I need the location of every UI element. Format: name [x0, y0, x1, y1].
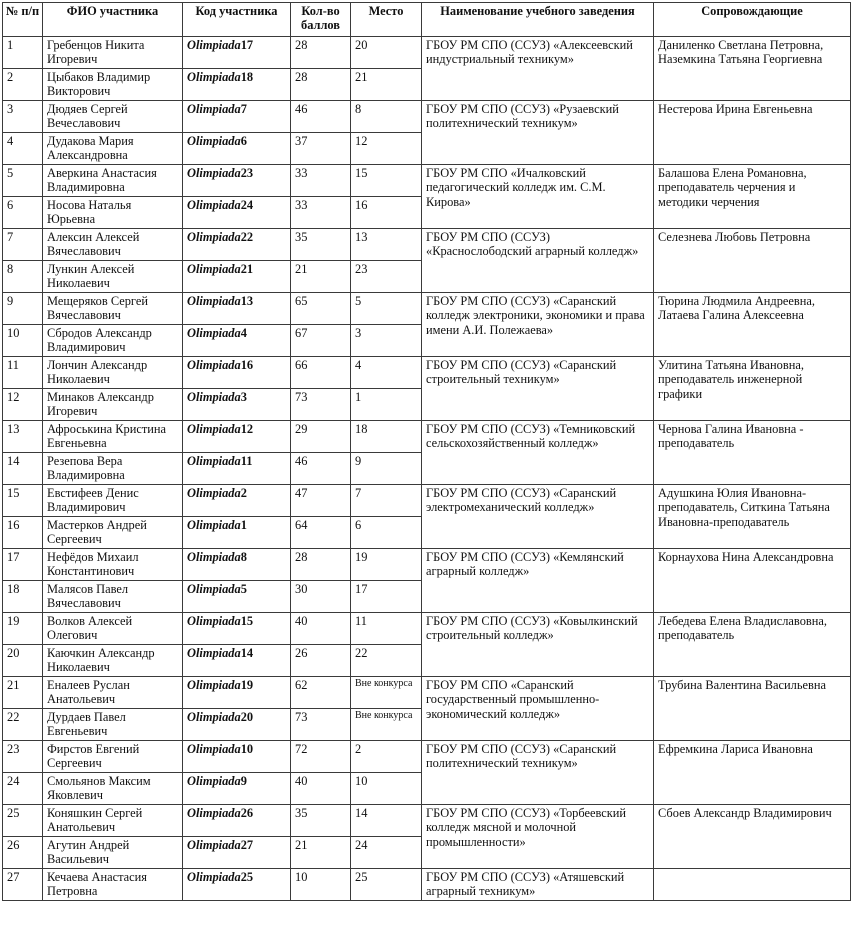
participant-code: [183, 229, 291, 261]
participant-code: [183, 37, 291, 69]
code-number: 20: [240, 710, 254, 724]
header-score: Кол-во баллов: [291, 3, 351, 37]
row-number: 6: [3, 197, 43, 229]
escort-cell: Даниленко Светлана Петровна, Наземкина Татьяна Георгиевна: [654, 37, 851, 101]
code-number: 10: [240, 742, 254, 756]
institution-cell: ГБОУ РМ СПО (ССУЗ) «Краснослободский аграрный колледж»: [422, 229, 654, 293]
participant-code: [183, 837, 291, 869]
escort-cell: Адушкина Юлия Ивановна-преподаватель, Ситкина Татьяна Ивановна-преподаватель: [654, 485, 851, 549]
participant-name: Аверкина Анастасия Владимировна: [43, 165, 183, 197]
participant-code: [183, 517, 291, 549]
place-cell: 15: [351, 165, 422, 197]
escort-cell: Улитина Татьяна Ивановна, преподаватель инженерной графики: [654, 357, 851, 421]
place-cell: 14: [351, 805, 422, 837]
place-cell: 17: [351, 581, 422, 613]
participant-code: [183, 805, 291, 837]
table-row: [3, 613, 851, 645]
code-number: 6: [240, 134, 247, 148]
code-number: 23: [240, 166, 254, 180]
code-number: 13: [240, 294, 254, 308]
row-number: 19: [3, 613, 43, 645]
row-number: 20: [3, 645, 43, 677]
code-number: 27: [240, 838, 254, 852]
code-prefix: Olimpiada: [187, 134, 241, 148]
code-prefix: Olimpiada: [187, 38, 241, 52]
code-prefix: Olimpiada: [187, 678, 241, 692]
score-cell: 28: [291, 549, 351, 581]
participant-code: [183, 293, 291, 325]
participant-code: [183, 133, 291, 165]
header-num: № п/п: [3, 3, 43, 37]
institution-cell: ГБОУ РМ СПО (ССУЗ) «Темниковский сельскохозяйственный колледж»: [422, 421, 654, 485]
table-row: [3, 37, 851, 69]
code-number: 25: [240, 870, 254, 884]
institution-cell: ГБОУ РМ СПО (ССУЗ) «Рузаевский политехнический техникум»: [422, 101, 654, 165]
institution-cell: ГБОУ РМ СПО (ССУЗ) «Торбеевский колледж мясной и молочной промышленности»: [422, 805, 654, 869]
code-prefix: Olimpiada: [187, 262, 241, 276]
participant-name: Агутин Андрей Васильевич: [43, 837, 183, 869]
code-number: 8: [240, 550, 247, 564]
code-number: 18: [240, 70, 254, 84]
row-number: 2: [3, 69, 43, 101]
header-institution: Наименование учебного заведения: [422, 3, 654, 37]
header-place: Место: [351, 3, 422, 37]
code-prefix: Olimpiada: [187, 390, 241, 404]
score-cell: 64: [291, 517, 351, 549]
table-row: [3, 869, 851, 901]
code-number: 11: [240, 454, 253, 468]
participant-code: [183, 709, 291, 741]
score-cell: 65: [291, 293, 351, 325]
participant-name: Гребенцов Никита Игоревич: [43, 37, 183, 69]
row-number: 11: [3, 357, 43, 389]
participant-code: [183, 101, 291, 133]
table-row: [3, 677, 851, 709]
place-cell: 22: [351, 645, 422, 677]
score-cell: 46: [291, 453, 351, 485]
row-number: 15: [3, 485, 43, 517]
participant-name: Афроськина Кристина Евгеньевна: [43, 421, 183, 453]
participant-code: [183, 389, 291, 421]
participant-name: Алексин Алексей Вячеславович: [43, 229, 183, 261]
participant-name: Сбродов Александр Владимирович: [43, 325, 183, 357]
table-row: [3, 485, 851, 517]
code-number: 17: [240, 38, 254, 52]
escort-cell: Нестерова Ирина Евгеньевна: [654, 101, 851, 165]
institution-cell: ГБОУ РМ СПО (ССУЗ) «Ковылкинский строительный колледж»: [422, 613, 654, 677]
participant-code: [183, 421, 291, 453]
participant-code: [183, 869, 291, 901]
participant-name: Коняшкин Сергей Анатольевич: [43, 805, 183, 837]
row-number: 7: [3, 229, 43, 261]
code-prefix: Olimpiada: [187, 230, 241, 244]
table-row: [3, 741, 851, 773]
table-body: [3, 37, 851, 901]
score-cell: 33: [291, 165, 351, 197]
code-prefix: Olimpiada: [187, 742, 241, 756]
place-cell: 12: [351, 133, 422, 165]
code-number: 5: [240, 582, 247, 596]
participant-name: Мастерков Андрей Сергеевич: [43, 517, 183, 549]
table-row: [3, 229, 851, 261]
row-number: 21: [3, 677, 43, 709]
code-number: 9: [240, 774, 247, 788]
code-prefix: Olimpiada: [187, 582, 241, 596]
score-cell: 29: [291, 421, 351, 453]
place-cell: 4: [351, 357, 422, 389]
place-cell: 20: [351, 37, 422, 69]
results-table: [2, 2, 851, 901]
participant-code: [183, 197, 291, 229]
table-row: [3, 805, 851, 837]
row-number: 14: [3, 453, 43, 485]
header-row: [3, 3, 851, 37]
code-prefix: Olimpiada: [187, 454, 241, 468]
escort-cell: Трубина Валентина Васильевна: [654, 677, 851, 741]
code-number: 19: [240, 678, 254, 692]
code-prefix: Olimpiada: [187, 486, 241, 500]
row-number: 13: [3, 421, 43, 453]
place-cell: 1: [351, 389, 422, 421]
institution-cell: ГБОУ РМ СПО (ССУЗ) «Алексеевский индустриальный техникум»: [422, 37, 654, 101]
participant-code: [183, 261, 291, 293]
score-cell: 35: [291, 229, 351, 261]
score-cell: 40: [291, 613, 351, 645]
institution-cell: ГБОУ РМ СПО (ССУЗ) «Саранский политехнический техникум»: [422, 741, 654, 805]
participant-name: Фирстов Евгений Сергеевич: [43, 741, 183, 773]
participant-name: Цыбаков Владимир Викторович: [43, 69, 183, 101]
score-cell: 73: [291, 389, 351, 421]
institution-cell: ГБОУ РМ СПО (ССУЗ) «Атяшевский аграрный техникум»: [422, 869, 654, 901]
escort-cell: Сбоев Александр Владимирович: [654, 805, 851, 869]
code-prefix: Olimpiada: [187, 870, 241, 884]
row-number: 5: [3, 165, 43, 197]
place-cell: 8: [351, 101, 422, 133]
code-prefix: Olimpiada: [187, 102, 241, 116]
participant-name: Нефёдов Михаил Константинович: [43, 549, 183, 581]
participant-name: Носова Наталья Юрьевна: [43, 197, 183, 229]
code-prefix: Olimpiada: [187, 550, 241, 564]
header-escort: Сопровождающие: [654, 3, 851, 37]
escort-cell: Корнаухова Нина Александровна: [654, 549, 851, 613]
participant-code: [183, 741, 291, 773]
participant-code: [183, 773, 291, 805]
participant-code: [183, 549, 291, 581]
code-number: 16: [240, 358, 254, 372]
place-cell: 23: [351, 261, 422, 293]
institution-cell: ГБОУ РМ СПО (ССУЗ) «Кемлянский аграрный колледж»: [422, 549, 654, 613]
code-prefix: Olimpiada: [187, 358, 241, 372]
row-number: 27: [3, 869, 43, 901]
code-number: 1: [240, 518, 247, 532]
participant-code: [183, 357, 291, 389]
score-cell: 28: [291, 69, 351, 101]
institution-cell: ГБОУ РМ СПО «Саранский государственный промышленно-экономический колледж»: [422, 677, 654, 741]
header-code: Код участника: [183, 3, 291, 37]
escort-cell: Селезнева Любовь Петровна: [654, 229, 851, 293]
row-number: 24: [3, 773, 43, 805]
code-prefix: Olimpiada: [187, 294, 241, 308]
participant-name: Дудакова Мария Александровна: [43, 133, 183, 165]
participant-code: [183, 453, 291, 485]
code-number: 4: [240, 326, 247, 340]
table-row: [3, 357, 851, 389]
row-number: 25: [3, 805, 43, 837]
escort-cell: Ефремкина Лариса Ивановна: [654, 741, 851, 805]
participant-name: Малясов Павел Вячеславович: [43, 581, 183, 613]
row-number: 22: [3, 709, 43, 741]
participant-name: Кечаева Анастасия Петровна: [43, 869, 183, 901]
place-cell: 16: [351, 197, 422, 229]
institution-cell: ГБОУ РМ СПО «Ичалковский педагогический колледж им. С.М. Кирова»: [422, 165, 654, 229]
place-cell: 6: [351, 517, 422, 549]
code-number: 15: [240, 614, 254, 628]
score-cell: 73: [291, 709, 351, 741]
code-number: 21: [240, 262, 254, 276]
table-row: [3, 165, 851, 197]
score-cell: 10: [291, 869, 351, 901]
escort-cell: Чернова Галина Ивановна - преподаватель: [654, 421, 851, 485]
row-number: 3: [3, 101, 43, 133]
institution-cell: ГБОУ РМ СПО (ССУЗ) «Саранский электромеханический колледж»: [422, 485, 654, 549]
participant-name: Дюдяев Сергей Вечеславович: [43, 101, 183, 133]
institution-cell: ГБОУ РМ СПО (ССУЗ) «Саранский строительный техникум»: [422, 357, 654, 421]
place-cell: 2: [351, 741, 422, 773]
place-cell: 24: [351, 837, 422, 869]
code-prefix: Olimpiada: [187, 198, 241, 212]
code-prefix: Olimpiada: [187, 518, 241, 532]
code-prefix: Olimpiada: [187, 646, 241, 660]
row-number: 8: [3, 261, 43, 293]
escort-cell: [654, 869, 851, 901]
code-prefix: Olimpiada: [187, 710, 241, 724]
row-number: 17: [3, 549, 43, 581]
score-cell: 21: [291, 837, 351, 869]
participant-code: [183, 325, 291, 357]
place-cell: 5: [351, 293, 422, 325]
code-number: 2: [240, 486, 247, 500]
score-cell: 67: [291, 325, 351, 357]
score-cell: 40: [291, 773, 351, 805]
row-number: 26: [3, 837, 43, 869]
participant-name: Каючкин Александр Николаевич: [43, 645, 183, 677]
code-number: 24: [240, 198, 254, 212]
place-cell: 10: [351, 773, 422, 805]
score-cell: 72: [291, 741, 351, 773]
participant-name: Еналеев Руслан Анатольевич: [43, 677, 183, 709]
score-cell: 28: [291, 37, 351, 69]
place-cell: Вне конкурса: [351, 677, 422, 709]
header-name: ФИО участника: [43, 3, 183, 37]
code-prefix: Olimpiada: [187, 166, 241, 180]
code-prefix: Olimpiada: [187, 838, 241, 852]
table-row: [3, 421, 851, 453]
score-cell: 62: [291, 677, 351, 709]
participant-name: Лончин Александр Николаевич: [43, 357, 183, 389]
place-cell: 21: [351, 69, 422, 101]
table-row: [3, 101, 851, 133]
row-number: 12: [3, 389, 43, 421]
score-cell: 46: [291, 101, 351, 133]
participant-name: Резепова Вера Владимировна: [43, 453, 183, 485]
place-cell: 9: [351, 453, 422, 485]
participant-code: [183, 165, 291, 197]
score-cell: 37: [291, 133, 351, 165]
participant-code: [183, 613, 291, 645]
code-number: 12: [240, 422, 254, 436]
code-number: 7: [240, 102, 247, 116]
participant-name: Волков Алексей Олегович: [43, 613, 183, 645]
participant-code: [183, 645, 291, 677]
code-prefix: Olimpiada: [187, 70, 241, 84]
row-number: 23: [3, 741, 43, 773]
score-cell: 47: [291, 485, 351, 517]
participant-name: Мещеряков Сергей Вячеславович: [43, 293, 183, 325]
escort-cell: Балашова Елена Романовна, преподаватель черчения и методики черчения: [654, 165, 851, 229]
participant-code: [183, 581, 291, 613]
place-cell: 19: [351, 549, 422, 581]
escort-cell: Тюрина Людмила Андреевна, Латаева Галина Алексеевна: [654, 293, 851, 357]
code-prefix: Olimpiada: [187, 806, 241, 820]
participant-code: [183, 485, 291, 517]
place-cell: 11: [351, 613, 422, 645]
place-cell: 3: [351, 325, 422, 357]
institution-cell: ГБОУ РМ СПО (ССУЗ) «Саранский колледж электроники, экономики и права имени А.И. Полежаева»: [422, 293, 654, 357]
place-cell: 25: [351, 869, 422, 901]
row-number: 10: [3, 325, 43, 357]
place-cell: 18: [351, 421, 422, 453]
participant-name: Евстифеев Денис Владимирович: [43, 485, 183, 517]
score-cell: 35: [291, 805, 351, 837]
code-prefix: Olimpiada: [187, 422, 241, 436]
code-number: 3: [240, 390, 247, 404]
score-cell: 26: [291, 645, 351, 677]
participant-name: Смольянов Максим Яковлевич: [43, 773, 183, 805]
row-number: 4: [3, 133, 43, 165]
score-cell: 30: [291, 581, 351, 613]
code-prefix: Olimpiada: [187, 774, 241, 788]
place-cell: 7: [351, 485, 422, 517]
escort-cell: Лебедева Елена Владиславовна, преподаватель: [654, 613, 851, 677]
row-number: 1: [3, 37, 43, 69]
row-number: 18: [3, 581, 43, 613]
row-number: 16: [3, 517, 43, 549]
code-number: 22: [240, 230, 254, 244]
code-prefix: Olimpiada: [187, 326, 241, 340]
participant-name: Лункин Алексей Николаевич: [43, 261, 183, 293]
place-cell: 13: [351, 229, 422, 261]
table-row: [3, 293, 851, 325]
table-row: [3, 549, 851, 581]
score-cell: 33: [291, 197, 351, 229]
participant-code: [183, 677, 291, 709]
participant-name: Дурдаев Павел Евгеньевич: [43, 709, 183, 741]
participant-name: Минаков Александр Игоревич: [43, 389, 183, 421]
code-number: 14: [240, 646, 254, 660]
score-cell: 66: [291, 357, 351, 389]
participant-code: [183, 69, 291, 101]
code-prefix: Olimpiada: [187, 614, 241, 628]
place-cell: Вне конкурса: [351, 709, 422, 741]
row-number: 9: [3, 293, 43, 325]
code-number: 26: [240, 806, 254, 820]
score-cell: 21: [291, 261, 351, 293]
